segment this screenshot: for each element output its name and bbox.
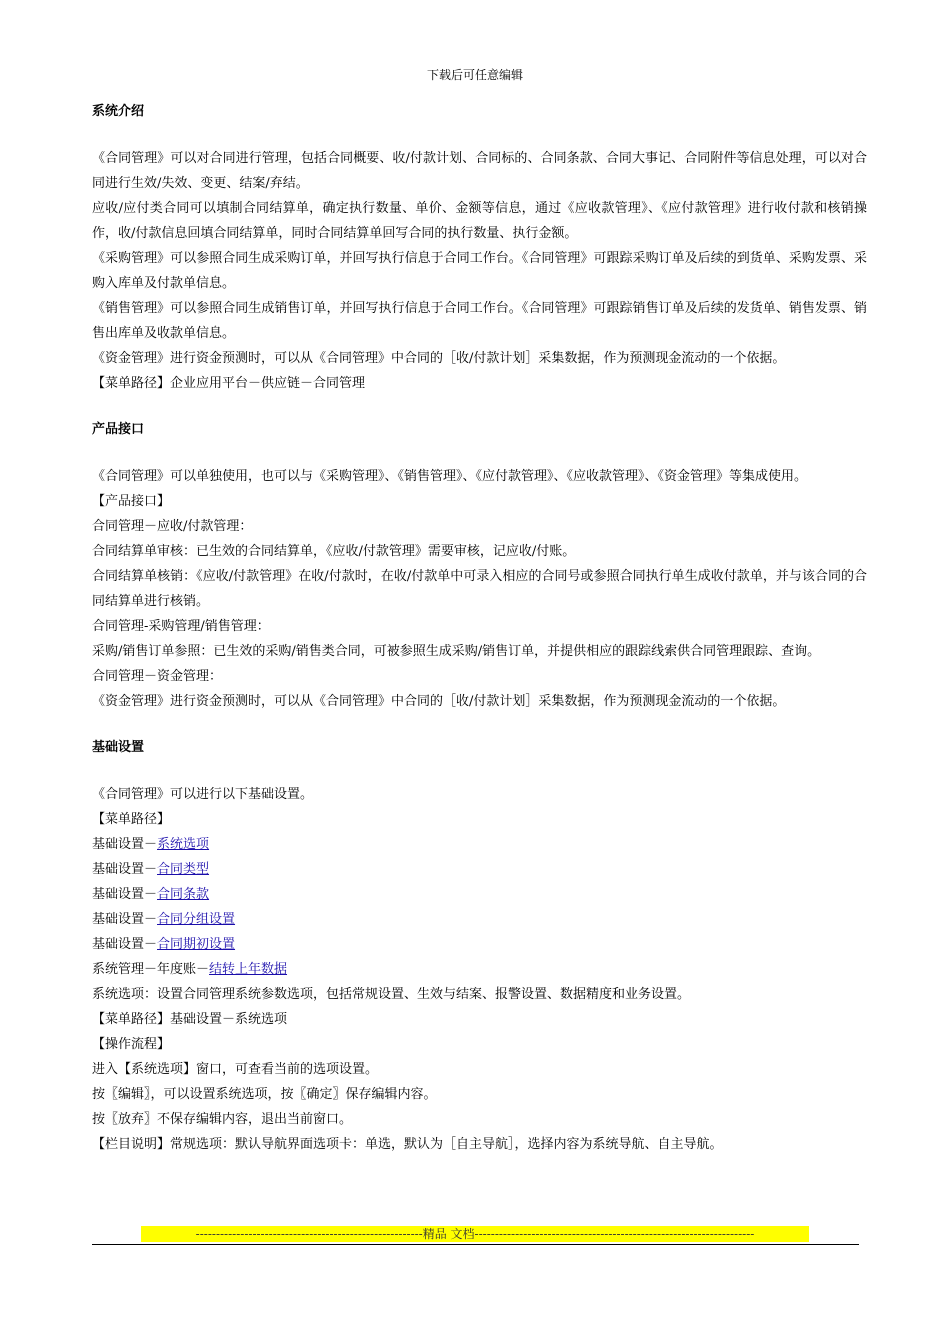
interface-paragraph: 合同结算单审核：已生效的合同结算单，《应收/付款管理》需要审核，记应收/付账。 bbox=[92, 544, 576, 559]
footer-divider bbox=[92, 1244, 859, 1245]
setting-link-row bbox=[92, 857, 867, 882]
basic-intro: 《合同管理》可以进行以下基础设置。 bbox=[92, 787, 314, 802]
section-title-basic: 基础设置 bbox=[92, 740, 145, 755]
interface-paragraph: 【产品接口】 bbox=[92, 494, 171, 509]
interface-paragraph: 合同结算单核销：《应收/付款管理》在收/付款时，在收/付款单中可录入相应的合同号或参照合同执行单生成收付款单，并与该合同的合同结算单进行核销。 bbox=[92, 569, 867, 609]
intro-paragraph: 《采购管理》可以参照合同生成采购订单，并回写执行信息于合同工作台。《合同管理》可跟踪采购订单及后续的到货单、采购发票、采购入库单及付款单信息。 bbox=[92, 251, 867, 291]
basic-paragraph: 按〖编辑〗，可以设置系统选项，按〖确定〗保存编辑内容。 bbox=[92, 1087, 437, 1102]
section-title-intro: 系统介绍 bbox=[92, 104, 145, 119]
intro-menu-path: 【菜单路径】企业应用平台－供应链－合同管理 bbox=[92, 376, 366, 391]
contract-group-settings-link[interactable]: 合同分组设置 bbox=[157, 912, 236, 927]
contract-type-link[interactable]: 合同类型 bbox=[157, 862, 210, 877]
basic-paragraph: 系统选项：设置合同管理系统参数选项，包括常规设置、生效与结案、报警设置、数据精度和业务设置。 bbox=[92, 987, 691, 1002]
intro-paragraph: 《合同管理》可以对合同进行管理，包括合同概要、收/付款计划、合同标的、合同条款、合同大事记、合同附件等信息处理，可以对合同进行生效/失效、变更、结案/弃结。 bbox=[92, 151, 867, 191]
contract-opening-settings-link[interactable]: 合同期初设置 bbox=[157, 937, 236, 952]
page-header-note: 下载后可任意编辑 bbox=[426, 68, 523, 82]
setting-link-prefix: 系统管理－年度账－ bbox=[92, 962, 210, 977]
basic-paragraph: 进入【系统选项】窗口，可查看当前的选项设置。 bbox=[92, 1062, 379, 1077]
basic-menu-path-label: 【菜单路径】 bbox=[92, 812, 171, 827]
setting-link-row bbox=[92, 832, 867, 857]
interface-paragraph: 采购/销售订单参照：已生效的采购/销售类合同，可被参照生成采购/销售订单，并提供相应的跟踪线索供合同管理跟踪、查询。 bbox=[92, 644, 821, 659]
interface-paragraph: 合同管理－资金管理： bbox=[92, 669, 223, 684]
setting-link-row bbox=[92, 932, 867, 957]
setting-link-prefix: 基础设置－ bbox=[92, 912, 158, 927]
setting-link-prefix: 基础设置－ bbox=[92, 862, 158, 877]
setting-link-prefix: 基础设置－ bbox=[92, 837, 158, 852]
basic-paragraph: 按〖放弃〗不保存编辑内容，退出当前窗口。 bbox=[92, 1112, 353, 1127]
setting-link-row bbox=[92, 907, 867, 932]
system-options-link[interactable]: 系统选项 bbox=[157, 837, 210, 852]
footer-banner: --------------------------------------------------------精品 文档--------------------------------------------------------------------- bbox=[141, 1226, 809, 1242]
setting-link-prefix: 基础设置－ bbox=[92, 887, 158, 902]
setting-link-row bbox=[92, 882, 867, 907]
section-title-interface: 产品接口 bbox=[92, 422, 145, 437]
basic-paragraph: 【操作流程】 bbox=[92, 1037, 171, 1052]
carry-forward-link[interactable]: 结转上年数据 bbox=[209, 962, 288, 977]
interface-paragraph: 合同管理－应收/付款管理： bbox=[92, 519, 253, 534]
intro-paragraph: 应收/应付类合同可以填制合同结算单，确定执行数量、单价、金额等信息，通过《应收款管理》、《应付款管理》进行收付款和核销操作，收/付款信息回填合同结算单，同时合同结算单回写合同的执行数量、执行金额。 bbox=[92, 201, 867, 241]
intro-paragraph: 《销售管理》可以参照合同生成销售订单，并回写执行信息于合同工作台。《合同管理》可跟踪销售订单及后续的发货单、销售发票、销售出库单及收款单信息。 bbox=[92, 301, 867, 341]
interface-paragraph: 《合同管理》可以单独使用，也可以与《采购管理》、《销售管理》、《应付款管理》、《应收款管理》、《资金管理》等集成使用。 bbox=[92, 469, 808, 484]
basic-paragraph: 【栏目说明】常规选项：默认导航界面选项卡：单选，默认为［自主导航］，选择内容为系统导航、自主导航。 bbox=[92, 1137, 723, 1152]
setting-link-prefix: 基础设置－ bbox=[92, 937, 158, 952]
document-body bbox=[92, 100, 867, 1157]
interface-paragraph: 合同管理-采购管理/销售管理： bbox=[92, 619, 270, 634]
contract-terms-link[interactable]: 合同条款 bbox=[157, 887, 210, 902]
basic-paragraph: 【菜单路径】基础设置－系统选项 bbox=[92, 1012, 288, 1027]
interface-paragraph: 《资金管理》进行资金预测时，可以从《合同管理》中合同的［收/付款计划］采集数据，作为预测现金流动的一个依据。 bbox=[92, 694, 786, 709]
intro-paragraph: 《资金管理》进行资金预测时，可以从《合同管理》中合同的［收/付款计划］采集数据，作为预测现金流动的一个依据。 bbox=[92, 351, 786, 366]
setting-link-row bbox=[92, 957, 867, 982]
